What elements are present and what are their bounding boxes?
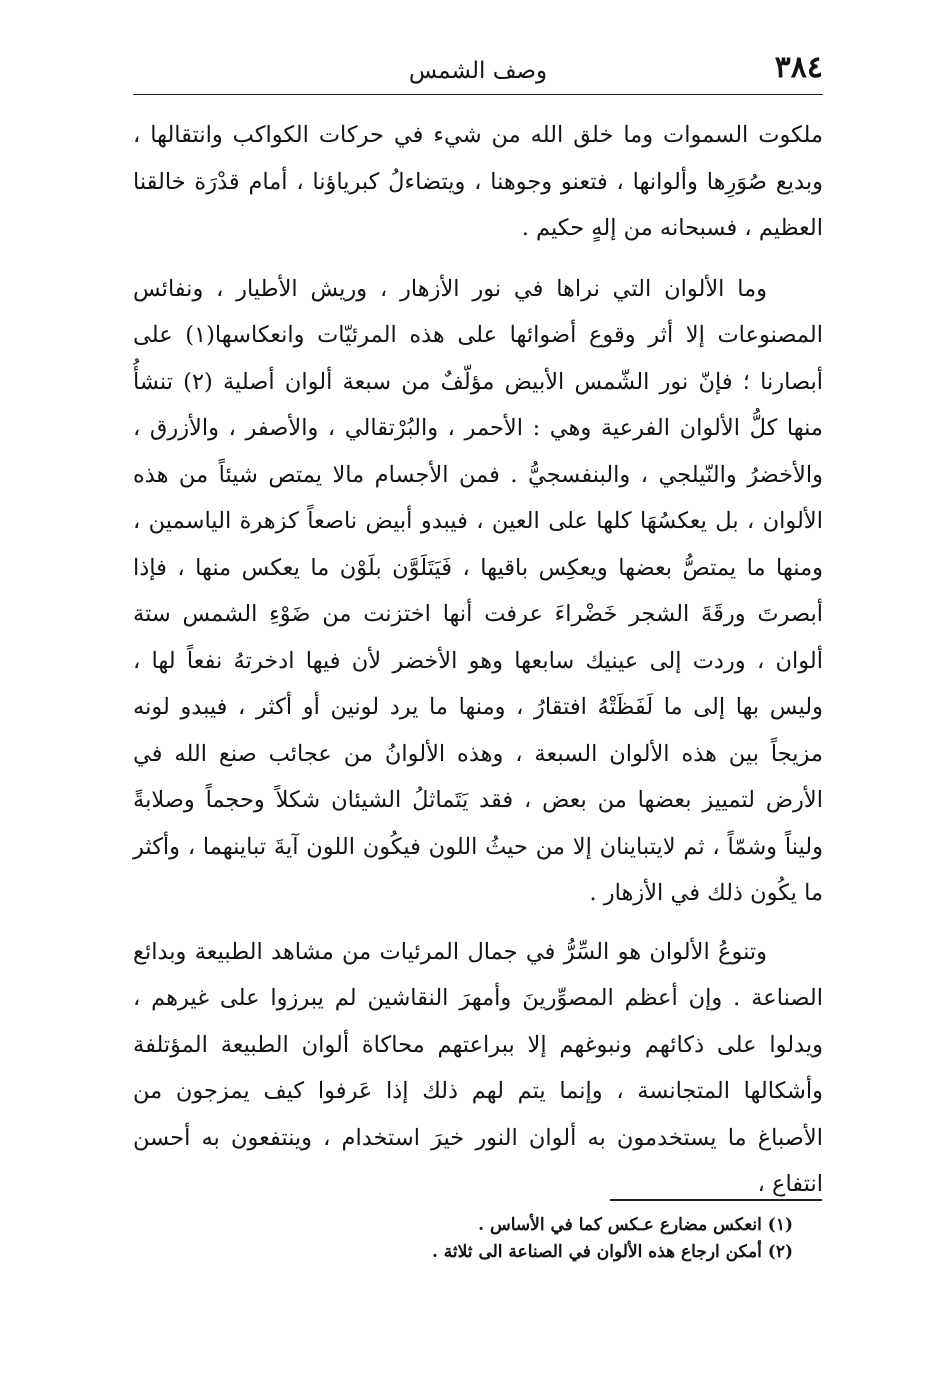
header-rule <box>133 94 823 95</box>
paragraph-continuation: ملكوت السموات وما خلق الله من شيء في حركات الكواكب وانتقالها ، وبديع صُوَرِها وألوانها ، فتعنو وجوهنا ، ويتضاءلُ كبرياؤنا ، أمام قدْرَة خالقنا العظيم ، فسبحانه من إلهٍ حكيم . <box>133 122 823 241</box>
footnote-2: (٢) أمكن ارجاع هذه الألوان في الصناعة الى ثلاثة . <box>431 1242 793 1262</box>
footnotes <box>133 1212 793 1266</box>
footnote-1: (١) انعكس مضارع عـكس كما في الأساس . <box>478 1215 793 1235</box>
page-number: ٣٨٤ <box>774 50 823 85</box>
footnote-rule <box>610 1199 822 1201</box>
page-header <box>133 48 823 94</box>
paragraph-colors: وما الألوان التي نراها في نور الأزهار ، وريش الأطيار ، ونفائس المصنوعات إلا أثر وقوع أضوائها على هذه المرئيّات وانعكاسها(١) على أبصارنا ؛ فإنّ نور الشّمس الأبيض مؤلّفٌ من سبعة ألوان أصلية (٢) تنشأُ منها كلُّ الألوان الفرعية وهي : الأحمر ، والبُرْتقالي ، والأصفر ، والأزرق ، والأخضرُ والنّيلجي ، والبنفسجيُّ . فمن الأجسام مالا يمتص شيئاً من هذه الألوان ، بل يعكسُهَا كلها على العين ، فيبدو أبيض ناصعاً كزهرة الياسمين ، ومنها ما يمتصُّ بعضها ويعكِس باقيها ، فَيَتَلَوَّن بلَوْن ما يعكس منها ، فإذا أبصرتَ ورقَةَ الشجر خَضْراءَ عرفت أنها اختزنت من ضَوْءِ الشمس ستة ألوان ، وردت إلى عينيك سابعها وهو الأخضر لأن فيها ادخرتهُ نفعاً لها ، وليس بها إلى ما لَفَظَتْهُ افتقارُ ، ومنها ما يرد لونين أو أكثر ، فيبدو لونه مزيجاً بين هذه الألوان السبعة ، وهذه الألوانُ من عجائب صنع الله في الأرض لتمييز بعضها من بعض ، فقد يَتَماثلُ الشيئان شكلاً وحجماً وصلابةً وليناً وشمّاً ، ثم لايتباينان إلا من حيثُ اللون فيكُون اللون آيةَ تباينهما ، وأكثر ما يكُون ذلك في الأزهار . <box>133 275 824 906</box>
body-text <box>133 112 823 1208</box>
paragraph-variety: وتنوعُ الألوان هو السِّرُّ في جمال المرئيات من مشاهد الطبيعة وبدائع الصناعة . وإن أعظم المصوِّرينَ وأمهرَ النقاشين لم يبرزوا على غيرهم ، ويدلوا على ذكائهم ونبوغهم إلا ببراعتهم محاكاة ألوان الطبيعة المؤتلفة وأشكالها المتجانسة ، وإنما يتم لهم ذلك إذا عَرفوا كيف يمزجون من الأصباغ ما يستخدمون به ألوان النور خيرَ استخدام ، وينتفعون به أحسن انتفاع ، <box>133 938 823 1197</box>
running-title: وصف الشمس <box>408 58 548 84</box>
